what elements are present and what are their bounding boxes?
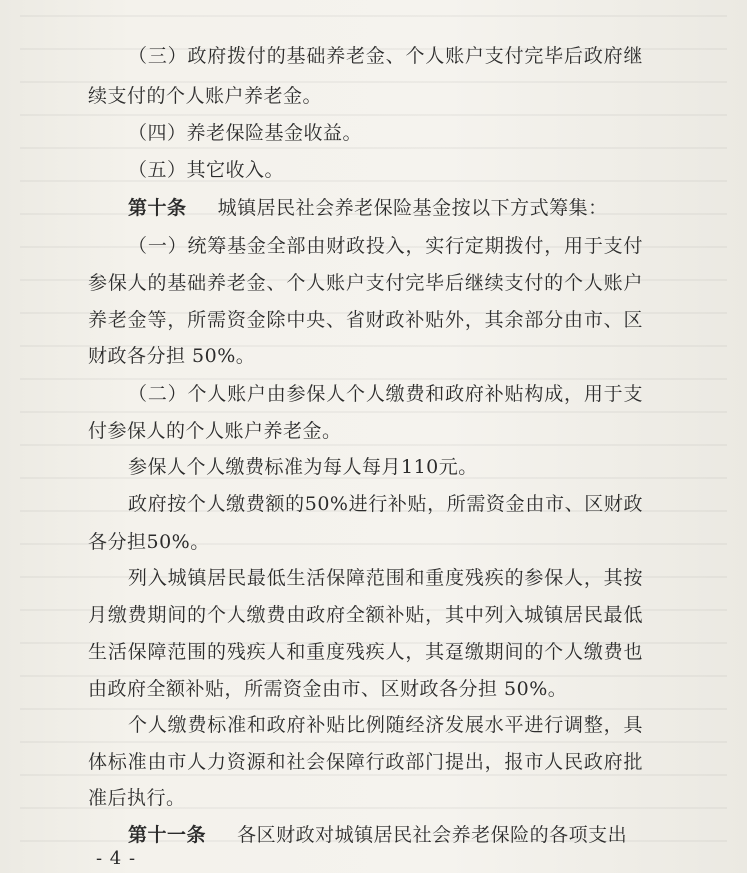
text-line-11: 付参保人的个人账户养老金。 xyxy=(88,420,342,442)
text-line-21: 准后执行。 xyxy=(88,787,186,809)
text-line-9: 财政各分担 50%。 xyxy=(88,345,256,367)
text-line-10: （二）个人账户由参保人个人缴费和政府补贴构成，用于支 xyxy=(128,383,643,405)
text-line-6: （一）统筹基金全部由财政投入，实行定期拨付，用于支付 xyxy=(128,235,643,257)
text-line-18: 由政府全额补贴，所需资金由市、区财政各分担 50%。 xyxy=(88,678,568,700)
article-11-intro: 各区财政对城镇居民社会养老保险的各项支出 xyxy=(237,824,628,846)
text-line-4: （五）其它收入。 xyxy=(128,159,285,181)
text-line-20: 体标准由市人力资源和社会保障行政部门提出，报市人民政府批 xyxy=(88,751,643,773)
text-line-1: （三）政府拨付的基础养老金、个人账户支付完毕后政府继 xyxy=(128,45,643,67)
article-10-title: 第十条 xyxy=(128,197,187,219)
text-line-3: （四）养老保险基金收益。 xyxy=(128,122,363,144)
text-line-12: 参保人个人缴费标准为每人每月110元。 xyxy=(128,456,478,478)
text-line-2: 续支付的个人账户养老金。 xyxy=(88,85,323,107)
page-number: - 4 - xyxy=(96,848,137,869)
text-line-8: 养老金等，所需资金除中央、省财政补贴外，其余部分由市、区 xyxy=(88,309,643,331)
text-line-17: 生活保障范围的残疾人和重度残疾人，其趸缴期间的个人缴费也 xyxy=(88,641,643,663)
text-line-13: 政府按个人缴费额的50%进行补贴，所需资金由市、区财政 xyxy=(128,493,643,515)
article-11-title: 第十一条 xyxy=(128,824,207,846)
text-line-15: 列入城镇居民最低生活保障范围和重度残疾的参保人，其按 xyxy=(128,567,643,589)
text-line-19: 个人缴费标准和政府补贴比例随经济发展水平进行调整，具 xyxy=(128,714,643,736)
text-line-16: 月缴费期间的个人缴费由政府全额补贴，其中列入城镇居民最低 xyxy=(88,604,643,626)
article-10-intro: 城镇居民社会养老保险基金按以下方式筹集： xyxy=(217,197,608,219)
article-10-heading-line xyxy=(128,196,608,220)
article-11-heading-line xyxy=(128,823,627,847)
text-line-14: 各分担50%。 xyxy=(88,531,210,553)
text-line-7: 参保人的基础养老金、个人账户支付完毕后继续支付的个人账户 xyxy=(88,272,643,294)
